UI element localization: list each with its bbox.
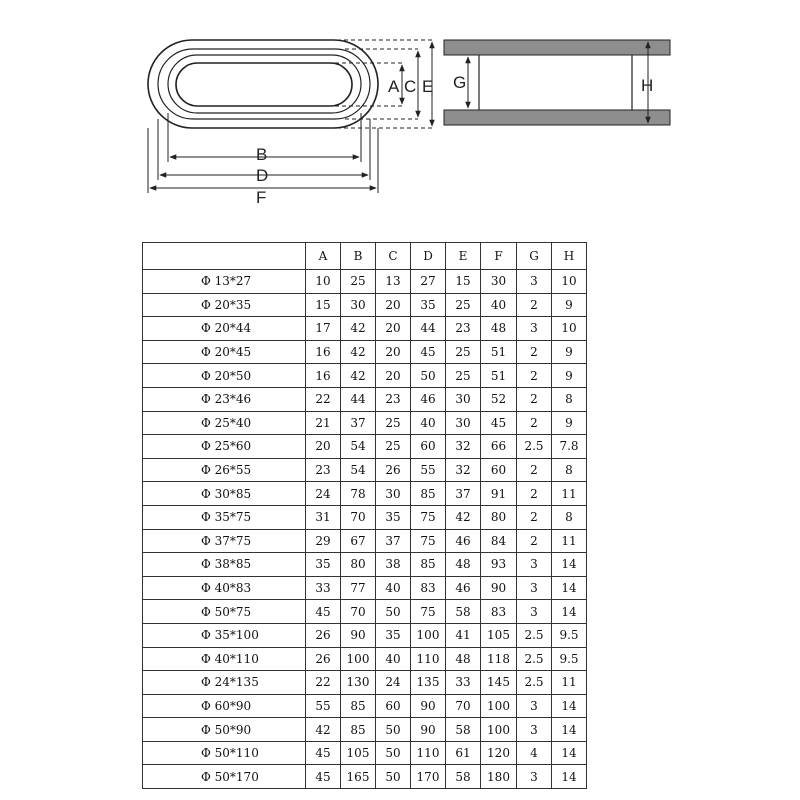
cell-b: 85: [341, 694, 376, 718]
row-size-label: Φ 25*60: [143, 435, 306, 459]
cell-e: 46: [446, 529, 481, 553]
label-D: D: [256, 166, 269, 185]
cell-f: 40: [481, 293, 517, 317]
cell-d: 110: [411, 741, 446, 765]
cell-h: 11: [552, 529, 587, 553]
cell-c: 24: [376, 671, 411, 695]
side-view: [444, 40, 670, 125]
cell-a: 17: [306, 317, 341, 341]
table-row: [143, 694, 587, 718]
table-row: [143, 458, 587, 482]
cell-h: 9: [552, 340, 587, 364]
cell-g: 2: [517, 293, 552, 317]
cell-b: 67: [341, 529, 376, 553]
cell-g: 2: [517, 387, 552, 411]
row-size-label: Φ 50*75: [143, 600, 306, 624]
cell-c: 50: [376, 718, 411, 742]
cell-f: 118: [481, 647, 517, 671]
cell-a: 24: [306, 482, 341, 506]
cell-a: 26: [306, 647, 341, 671]
table-row: [143, 623, 587, 647]
cell-d: 100: [411, 623, 446, 647]
cell-c: 20: [376, 293, 411, 317]
table-row: [143, 340, 587, 364]
cell-a: 42: [306, 718, 341, 742]
table-row: [143, 293, 587, 317]
cell-c: 23: [376, 387, 411, 411]
cell-f: 145: [481, 671, 517, 695]
cell-d: 60: [411, 435, 446, 459]
cell-h: 14: [552, 765, 587, 789]
cell-f: 90: [481, 576, 517, 600]
cell-b: 70: [341, 505, 376, 529]
cell-c: 50: [376, 765, 411, 789]
cell-h: 11: [552, 671, 587, 695]
cell-b: 85: [341, 718, 376, 742]
cell-a: 35: [306, 553, 341, 577]
row-size-label: Φ 60*90: [143, 694, 306, 718]
header-col-d: D: [411, 243, 446, 270]
label-A: A: [388, 77, 400, 96]
cell-b: 54: [341, 458, 376, 482]
cell-f: 180: [481, 765, 517, 789]
row-size-label: Φ 50*110: [143, 741, 306, 765]
table-row: [143, 364, 587, 388]
cell-e: 23: [446, 317, 481, 341]
cell-d: 110: [411, 647, 446, 671]
cell-g: 2.5: [517, 435, 552, 459]
cell-e: 32: [446, 458, 481, 482]
cell-g: 2.5: [517, 623, 552, 647]
row-size-label: Φ 38*85: [143, 553, 306, 577]
cell-f: 45: [481, 411, 517, 435]
header-col-c: C: [376, 243, 411, 270]
cell-c: 50: [376, 600, 411, 624]
top-view: [148, 40, 432, 193]
cell-g: 2: [517, 482, 552, 506]
cell-c: 13: [376, 270, 411, 294]
cell-f: 91: [481, 482, 517, 506]
cell-f: 84: [481, 529, 517, 553]
row-size-label: Φ 23*46: [143, 387, 306, 411]
cell-b: 30: [341, 293, 376, 317]
cell-d: 90: [411, 694, 446, 718]
cell-g: 3: [517, 694, 552, 718]
size-spec-table: [142, 242, 587, 789]
cell-g: 3: [517, 718, 552, 742]
row-size-label: Φ 35*75: [143, 505, 306, 529]
cell-d: 45: [411, 340, 446, 364]
cell-h: 14: [552, 553, 587, 577]
cell-b: 42: [341, 364, 376, 388]
row-size-label: Φ 50*90: [143, 718, 306, 742]
row-size-label: Φ 50*170: [143, 765, 306, 789]
bottom-flange: [444, 110, 670, 125]
cell-b: 100: [341, 647, 376, 671]
cell-d: 46: [411, 387, 446, 411]
cell-c: 20: [376, 364, 411, 388]
cell-e: 41: [446, 623, 481, 647]
cell-h: 9: [552, 293, 587, 317]
cell-c: 38: [376, 553, 411, 577]
cell-g: 4: [517, 741, 552, 765]
table-row: [143, 600, 587, 624]
cell-c: 35: [376, 623, 411, 647]
cell-e: 58: [446, 600, 481, 624]
cell-h: 10: [552, 317, 587, 341]
cell-h: 9.5: [552, 647, 587, 671]
cell-c: 40: [376, 576, 411, 600]
cell-e: 48: [446, 647, 481, 671]
cell-g: 2: [517, 529, 552, 553]
header-col-g: G: [517, 243, 552, 270]
cell-g: 3: [517, 270, 552, 294]
cell-d: 135: [411, 671, 446, 695]
cell-h: 14: [552, 576, 587, 600]
cell-c: 20: [376, 317, 411, 341]
cell-f: 66: [481, 435, 517, 459]
cell-f: 83: [481, 600, 517, 624]
header-col-b: B: [341, 243, 376, 270]
cell-h: 9: [552, 364, 587, 388]
cell-f: 30: [481, 270, 517, 294]
cell-h: 10: [552, 270, 587, 294]
cell-a: 45: [306, 765, 341, 789]
cell-b: 77: [341, 576, 376, 600]
cell-f: 52: [481, 387, 517, 411]
row-size-label: Φ 20*45: [143, 340, 306, 364]
header-col-f: F: [481, 243, 517, 270]
cell-e: 42: [446, 505, 481, 529]
cell-g: 2: [517, 505, 552, 529]
cell-e: 15: [446, 270, 481, 294]
cell-a: 31: [306, 505, 341, 529]
table-row: [143, 741, 587, 765]
label-F: F: [256, 188, 267, 207]
cell-e: 30: [446, 411, 481, 435]
cell-h: 8: [552, 458, 587, 482]
cell-a: 45: [306, 741, 341, 765]
cell-d: 27: [411, 270, 446, 294]
cell-f: 100: [481, 694, 517, 718]
cell-h: 7.8: [552, 435, 587, 459]
table-row: [143, 411, 587, 435]
row-size-label: Φ 25*40: [143, 411, 306, 435]
label-B: B: [256, 145, 268, 164]
row-size-label: Φ 20*35: [143, 293, 306, 317]
cell-b: 37: [341, 411, 376, 435]
table-row: [143, 482, 587, 506]
header-col-e: E: [446, 243, 481, 270]
cell-b: 70: [341, 600, 376, 624]
cell-e: 61: [446, 741, 481, 765]
label-E: E: [422, 77, 434, 96]
cell-e: 32: [446, 435, 481, 459]
cell-e: 70: [446, 694, 481, 718]
cell-h: 14: [552, 694, 587, 718]
cell-c: 40: [376, 647, 411, 671]
cell-d: 44: [411, 317, 446, 341]
header-col-h: H: [552, 243, 587, 270]
cell-h: 14: [552, 741, 587, 765]
cell-f: 100: [481, 718, 517, 742]
cell-a: 16: [306, 340, 341, 364]
cell-g: 3: [517, 765, 552, 789]
cell-d: 170: [411, 765, 446, 789]
cell-d: 55: [411, 458, 446, 482]
cell-b: 90: [341, 623, 376, 647]
table-row: [143, 718, 587, 742]
table-row: [143, 270, 587, 294]
row-size-label: Φ 30*85: [143, 482, 306, 506]
cell-b: 25: [341, 270, 376, 294]
cell-h: 14: [552, 718, 587, 742]
cell-c: 60: [376, 694, 411, 718]
cell-d: 50: [411, 364, 446, 388]
cell-d: 85: [411, 553, 446, 577]
table-row: [143, 435, 587, 459]
cell-c: 26: [376, 458, 411, 482]
oval-D: [158, 49, 370, 119]
cell-f: 60: [481, 458, 517, 482]
label-G: G: [453, 73, 467, 92]
cell-a: 22: [306, 387, 341, 411]
cell-c: 25: [376, 411, 411, 435]
cell-b: 105: [341, 741, 376, 765]
label-H: H: [641, 76, 654, 95]
row-size-label: Φ 35*100: [143, 623, 306, 647]
cell-d: 75: [411, 505, 446, 529]
table-row: [143, 576, 587, 600]
cell-g: 2: [517, 340, 552, 364]
row-size-label: Φ 20*50: [143, 364, 306, 388]
cell-h: 8: [552, 505, 587, 529]
cell-b: 42: [341, 340, 376, 364]
cell-g: 2.5: [517, 647, 552, 671]
cell-e: 48: [446, 553, 481, 577]
table-row: [143, 505, 587, 529]
cell-f: 93: [481, 553, 517, 577]
cell-g: 3: [517, 600, 552, 624]
row-size-label: Φ 13*27: [143, 270, 306, 294]
cell-g: 3: [517, 553, 552, 577]
cell-c: 35: [376, 505, 411, 529]
row-size-label: Φ 40*110: [143, 647, 306, 671]
table-row: [143, 765, 587, 789]
table-row: [143, 387, 587, 411]
cell-g: 2: [517, 411, 552, 435]
cell-a: 45: [306, 600, 341, 624]
cell-d: 83: [411, 576, 446, 600]
cell-a: 15: [306, 293, 341, 317]
cell-e: 33: [446, 671, 481, 695]
cell-h: 9: [552, 411, 587, 435]
cell-e: 58: [446, 765, 481, 789]
table-row: [143, 671, 587, 695]
row-size-label: Φ 37*75: [143, 529, 306, 553]
cell-e: 37: [446, 482, 481, 506]
cell-h: 14: [552, 600, 587, 624]
cell-d: 85: [411, 482, 446, 506]
cell-e: 25: [446, 340, 481, 364]
row-size-label: Φ 26*55: [143, 458, 306, 482]
grommet-dimension-diagram: [0, 0, 800, 240]
cell-g: 2: [517, 364, 552, 388]
table-row: [143, 647, 587, 671]
cell-e: 30: [446, 387, 481, 411]
row-size-label: Φ 24*135: [143, 671, 306, 695]
cell-b: 44: [341, 387, 376, 411]
table-header-row: [143, 243, 587, 270]
top-flange: [444, 40, 670, 55]
cell-b: 78: [341, 482, 376, 506]
cell-h: 8: [552, 387, 587, 411]
cell-e: 46: [446, 576, 481, 600]
inner-oval-A: [176, 63, 352, 106]
cell-f: 48: [481, 317, 517, 341]
cell-g: 2.5: [517, 671, 552, 695]
cell-b: 130: [341, 671, 376, 695]
cell-a: 21: [306, 411, 341, 435]
cell-c: 37: [376, 529, 411, 553]
cell-f: 51: [481, 364, 517, 388]
cell-g: 3: [517, 317, 552, 341]
table-row: [143, 317, 587, 341]
cell-d: 90: [411, 718, 446, 742]
label-C: C: [404, 77, 417, 96]
cell-d: 35: [411, 293, 446, 317]
cell-c: 25: [376, 435, 411, 459]
cell-d: 40: [411, 411, 446, 435]
cell-d: 75: [411, 600, 446, 624]
cell-h: 11: [552, 482, 587, 506]
cell-b: 42: [341, 317, 376, 341]
cell-c: 20: [376, 340, 411, 364]
cell-b: 80: [341, 553, 376, 577]
cell-a: 22: [306, 671, 341, 695]
cell-f: 51: [481, 340, 517, 364]
header-size: [143, 243, 306, 270]
cell-b: 54: [341, 435, 376, 459]
cell-a: 33: [306, 576, 341, 600]
row-size-label: Φ 40*83: [143, 576, 306, 600]
cell-a: 26: [306, 623, 341, 647]
header-col-a: A: [306, 243, 341, 270]
cell-a: 23: [306, 458, 341, 482]
row-size-label: Φ 20*44: [143, 317, 306, 341]
cell-a: 16: [306, 364, 341, 388]
cell-a: 10: [306, 270, 341, 294]
cell-e: 58: [446, 718, 481, 742]
cell-e: 25: [446, 293, 481, 317]
cell-f: 120: [481, 741, 517, 765]
table-row: [143, 553, 587, 577]
cell-f: 105: [481, 623, 517, 647]
cell-a: 20: [306, 435, 341, 459]
cell-c: 50: [376, 741, 411, 765]
outer-oval-F: [148, 40, 378, 128]
table-row: [143, 529, 587, 553]
cell-g: 3: [517, 576, 552, 600]
cell-d: 75: [411, 529, 446, 553]
cell-a: 29: [306, 529, 341, 553]
cell-e: 25: [446, 364, 481, 388]
cell-c: 30: [376, 482, 411, 506]
cell-h: 9.5: [552, 623, 587, 647]
cell-g: 2: [517, 458, 552, 482]
cell-f: 80: [481, 505, 517, 529]
cell-b: 165: [341, 765, 376, 789]
cell-a: 55: [306, 694, 341, 718]
